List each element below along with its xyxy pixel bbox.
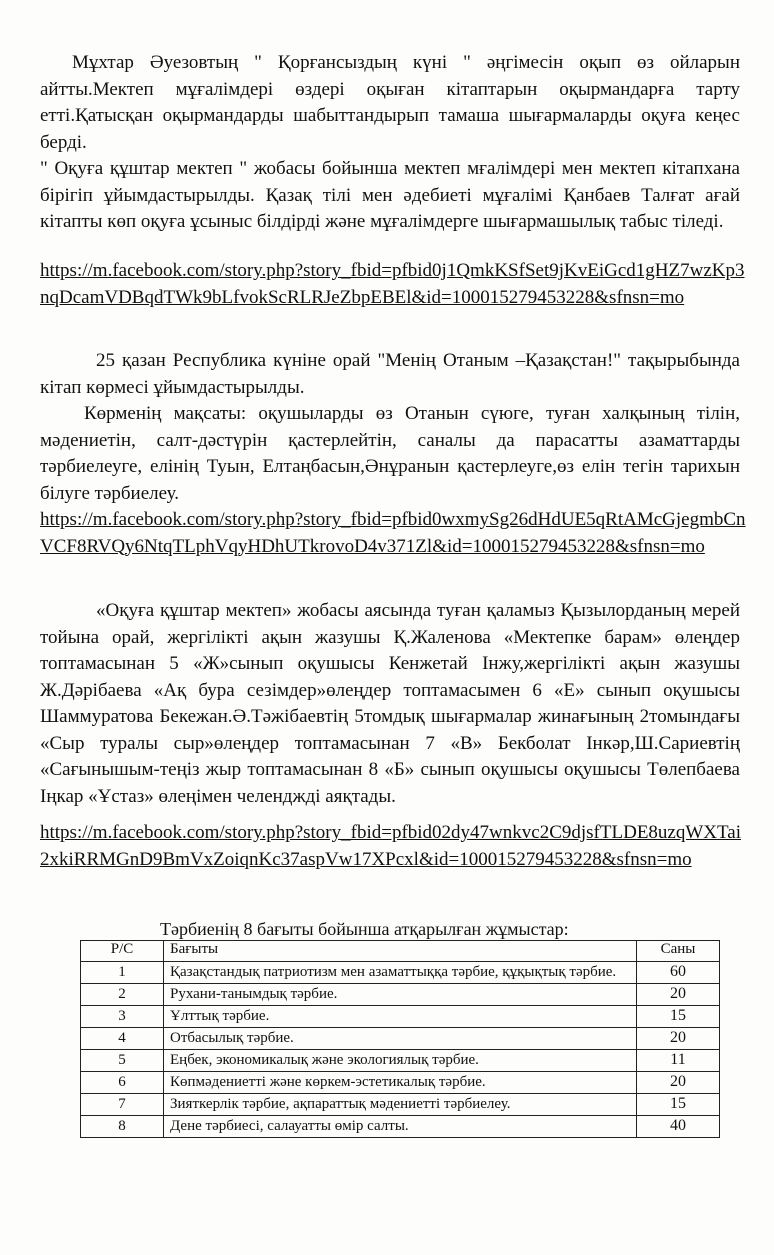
row-direction: Рухани-танымдық тәрбие. bbox=[164, 984, 637, 1006]
row-num: 2 bbox=[81, 984, 164, 1006]
row-count: 15 bbox=[637, 1094, 720, 1116]
row-count: 40 bbox=[637, 1116, 720, 1138]
table-header-row bbox=[81, 941, 720, 962]
row-count: 20 bbox=[637, 984, 720, 1006]
header-num: Р/С bbox=[81, 941, 164, 962]
paragraph-auezov-reading bbox=[40, 50, 740, 156]
row-direction: Көпмәдениетті және көркем-эстетикалық тәрбие. bbox=[164, 1072, 637, 1094]
row-num: 7 bbox=[81, 1094, 164, 1116]
paragraph-reading-school-project: " Оқуға құштар мектеп " жобасы бойынша мектеп мғалімдері мен мектеп кітапхана бірігіп ұйымдастырылды. Қазақ тілі мен әдебиеті мұғалімі Қанбаев Талғат ағай кітапты көп оқуға ұсыныс білдірді және мұғалімдерге шығармашылық табыс тіледі. bbox=[40, 158, 740, 232]
paragraph-republic-day-text: 25 қазан Республика күніне орай "Менің Отаным –Қазақстан!" тақырыбында кітап көрмесі ұйымдастырылды. bbox=[40, 350, 740, 398]
table-row bbox=[81, 1116, 720, 1138]
row-num: 1 bbox=[81, 962, 164, 984]
education-directions-table bbox=[80, 940, 720, 1138]
table-caption: Тәрбиенің 8 бағыты бойынша атқарылған жұмыстар: bbox=[160, 919, 569, 939]
table-row bbox=[81, 984, 720, 1006]
row-direction: Ұлттық тәрбие. bbox=[164, 1006, 637, 1028]
row-direction: Отбасылық тәрбие. bbox=[164, 1028, 637, 1050]
row-num: 8 bbox=[81, 1116, 164, 1138]
table-row bbox=[81, 962, 720, 984]
row-count: 20 bbox=[637, 1028, 720, 1050]
paragraph-exhibition-goal-text: Көрменің мақсаты: оқушыларды өз Отанын сүюге, туған халқының тілін, мәдениетін, салт-дәстүрін қастерлейтін, саналы да парасатты азаматтарды тәрбиелеуге, елінің Туын, Елтаңбасын,Әнұранын қастерлеуге,өз елін тегін тарихын білуге тәрбиелеу. bbox=[40, 403, 740, 504]
row-direction: Дене тәрбиесі, салауатты өмір салты. bbox=[164, 1116, 637, 1138]
table-row bbox=[81, 1072, 720, 1094]
row-direction: Еңбек, экономикалық және экологиялық тәрбие. bbox=[164, 1050, 637, 1072]
table-row bbox=[81, 1006, 720, 1028]
row-direction: Қазақстандық патриотизм мен азаматтыққа тәрбие, құқықтық тәрбие. bbox=[164, 962, 637, 984]
facebook-link-1[interactable]: https://m.facebook.com/story.php?story_fbid=pfbid0j1QmkKSfSet9jKvEiGcd1gHZ7wzKp3nqDcamVDBqdTWk9bLfvokScRLRJeZbpEBEl&id=100015279453228&sfnsn=mo bbox=[40, 260, 745, 308]
table-row bbox=[81, 1028, 720, 1050]
table-row bbox=[81, 1050, 720, 1072]
row-count: 60 bbox=[637, 962, 720, 984]
facebook-link-3[interactable]: https://m.facebook.com/story.php?story_fbid=pfbid02dy47wnkvc2C9djsfTLDE8uzqWXTai2xkiRRMGnD9BmVxZoiqnKc37aspVw17XPcxl&id=100015279453228&sfnsn=mo bbox=[40, 822, 742, 870]
row-num: 3 bbox=[81, 1006, 164, 1028]
header-direction: Бағыты bbox=[164, 941, 637, 962]
row-count: 11 bbox=[637, 1050, 720, 1072]
row-num: 6 bbox=[81, 1072, 164, 1094]
header-count: Саны bbox=[637, 941, 720, 962]
table-row bbox=[81, 1094, 720, 1116]
paragraph-republic-day-exhibition bbox=[40, 348, 740, 401]
row-count: 15 bbox=[637, 1006, 720, 1028]
row-num: 4 bbox=[81, 1028, 164, 1050]
paragraph-poetry-challenge-text: «Оқуға құштар мектеп» жобасы аясында туған қаламыз Қызылорданың мерей тойына орай, жергілікті ақын жазушы Қ.Жаленова «Мектепке барам» өлеңдер топтамасынан 5 «Ж»сынып оқушысы Кенжетай Інжу,жергілікті ақын жазушы Ж.Дәрібаева «Ақ бура сезімдер»өлеңдер топтамасымен 6 «Е» сынып оқушысы Шаммуратова Бекежан.Ә.Тәжібаевтің 5томдық шығармалар жинағының 2томындағы «Сыр туралы сыр»өлеңдер топтамасынан 7 «В» Бекболат Інкәр,Ш.Сариевтің «Сағынышым-теңіз жыр топтамасынан 8 «Б» сынып оқушысы оқушысы Төлепбаева Іңкар «Ұстаз» өлеңімен челенджді аяқтады. bbox=[40, 600, 740, 807]
paragraph-auezov-text: Мұхтар Әуезовтың " Қорғансыздың күні " әңгімесін оқып өз ойларын айтты.Мектеп мұғалімдері өздері оқыған кітаптарын оқырмандарға тарту етті.Қатысқан оқырмандарды шабыттандырып тамаша шығармаларды оқуға кеңес берді. bbox=[40, 52, 740, 153]
facebook-link-2[interactable]: https://m.facebook.com/story.php?story_fbid=pfbid0wxmySg26dHdUE5qRtAMcGjegmbCnVCF8RVQy6NtqTLphVqyHDhUTkrovoD4v371Zl&id=100015279453228&sfnsn=mo bbox=[40, 509, 746, 557]
row-num: 5 bbox=[81, 1050, 164, 1072]
row-direction: Зияткерлік тәрбие, ақпараттық мәдениетті тәрбиелеу. bbox=[164, 1094, 637, 1116]
paragraph-poetry-challenge bbox=[40, 598, 740, 810]
row-count: 20 bbox=[637, 1072, 720, 1094]
paragraph-exhibition-goal bbox=[40, 401, 740, 507]
